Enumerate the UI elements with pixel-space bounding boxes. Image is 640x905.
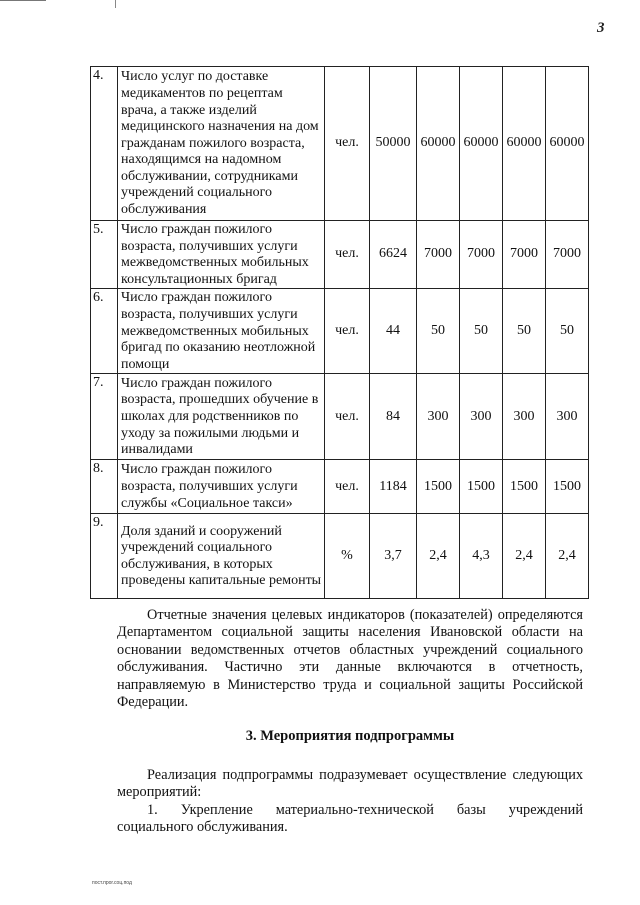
indicators-table	[90, 66, 589, 599]
paragraph-reporting-values: Отчетные значения целевых индикаторов (показателей) определяются Департаментом социальной защиты населения Ивановской области на основании ведомственных отчетов областных учреждений социального обслуживания. Частично эти данные включаются в отчетность, направляемую в Министерство труда и социальной защиты Российской Федерации.	[117, 607, 583, 711]
value-cell: 3,7	[370, 514, 417, 599]
value-cell: 50000	[370, 67, 417, 221]
unit-cell: чел.	[325, 374, 370, 460]
value-cell: 1184	[370, 460, 417, 514]
indicator-name: Число услуг по доставке медикаментов по рецептам врача, а также изделий медицинского назначения на дом гражданам пожилого возраста, находящимся на надомном обслуживании, сотрудниками учреждений социального обслуживания	[118, 67, 325, 221]
value-cell: 300	[460, 374, 503, 460]
table-row	[91, 514, 589, 599]
value-cell: 50	[546, 289, 589, 374]
value-cell: 7000	[546, 221, 589, 289]
value-cell: 44	[370, 289, 417, 374]
value-cell: 60000	[546, 67, 589, 221]
value-cell: 2,4	[417, 514, 460, 599]
table-row	[91, 221, 589, 289]
value-cell: 1500	[503, 460, 546, 514]
value-cell: 300	[417, 374, 460, 460]
value-cell: 4,3	[460, 514, 503, 599]
table-row	[91, 67, 589, 221]
value-cell: 1500	[417, 460, 460, 514]
indicator-name: Число граждан пожилого возраста, прошедших обучение в школах для родственников по уходу за пожилыми людьми и инвалидами	[118, 374, 325, 460]
row-number: 7.	[91, 374, 118, 460]
value-cell: 6624	[370, 221, 417, 289]
value-cell: 300	[503, 374, 546, 460]
value-cell: 1500	[460, 460, 503, 514]
table-row	[91, 289, 589, 374]
paragraph-implementation: Реализация подпрограммы подразумевает осуществление следующих мероприятий:	[117, 767, 583, 801]
value-cell: 300	[546, 374, 589, 460]
unit-cell: чел.	[325, 67, 370, 221]
value-cell: 50	[503, 289, 546, 374]
page-number: 3	[597, 20, 605, 36]
unit-cell: %	[325, 514, 370, 599]
indicator-name: Число граждан пожилого возраста, получивших услуги межведомственных мобильных бригад по оказанию неотложной помощи	[118, 289, 325, 374]
row-number: 6.	[91, 289, 118, 374]
indicator-name: Число граждан пожилого возраста, получивших услуги службы «Социальное такси»	[118, 460, 325, 514]
value-cell: 2,4	[546, 514, 589, 599]
table-row	[91, 374, 589, 460]
indicator-name: Число граждан пожилого возраста, получивших услуги межведомственных мобильных консультационных бригад	[118, 221, 325, 289]
unit-cell: чел.	[325, 460, 370, 514]
row-number: 4.	[91, 67, 118, 221]
value-cell: 50	[460, 289, 503, 374]
indicator-name: Доля зданий и сооружений учреждений социального обслуживания, в которых проведены капитальные ремонты	[118, 514, 325, 599]
value-cell: 60000	[417, 67, 460, 221]
value-cell: 60000	[460, 67, 503, 221]
value-cell: 1500	[546, 460, 589, 514]
value-cell: 7000	[503, 221, 546, 289]
scan-artifact-tick	[115, 0, 116, 8]
value-cell: 60000	[503, 67, 546, 221]
paragraph-measure-1: 1. Укрепление материально-технической базы учреждений социального обслуживания.	[117, 802, 583, 836]
value-cell: 84	[370, 374, 417, 460]
row-number: 8.	[91, 460, 118, 514]
unit-cell: чел.	[325, 289, 370, 374]
value-cell: 2,4	[503, 514, 546, 599]
footer-code: пост.прог.соц.под	[92, 880, 132, 886]
table-row	[91, 460, 589, 514]
unit-cell: чел.	[325, 221, 370, 289]
scan-artifact-line	[0, 0, 46, 1]
value-cell: 7000	[460, 221, 503, 289]
row-number: 5.	[91, 221, 118, 289]
value-cell: 7000	[417, 221, 460, 289]
section-heading: 3. Мероприятия подпрограммы	[245, 728, 455, 744]
row-number: 9.	[91, 514, 118, 599]
value-cell: 50	[417, 289, 460, 374]
